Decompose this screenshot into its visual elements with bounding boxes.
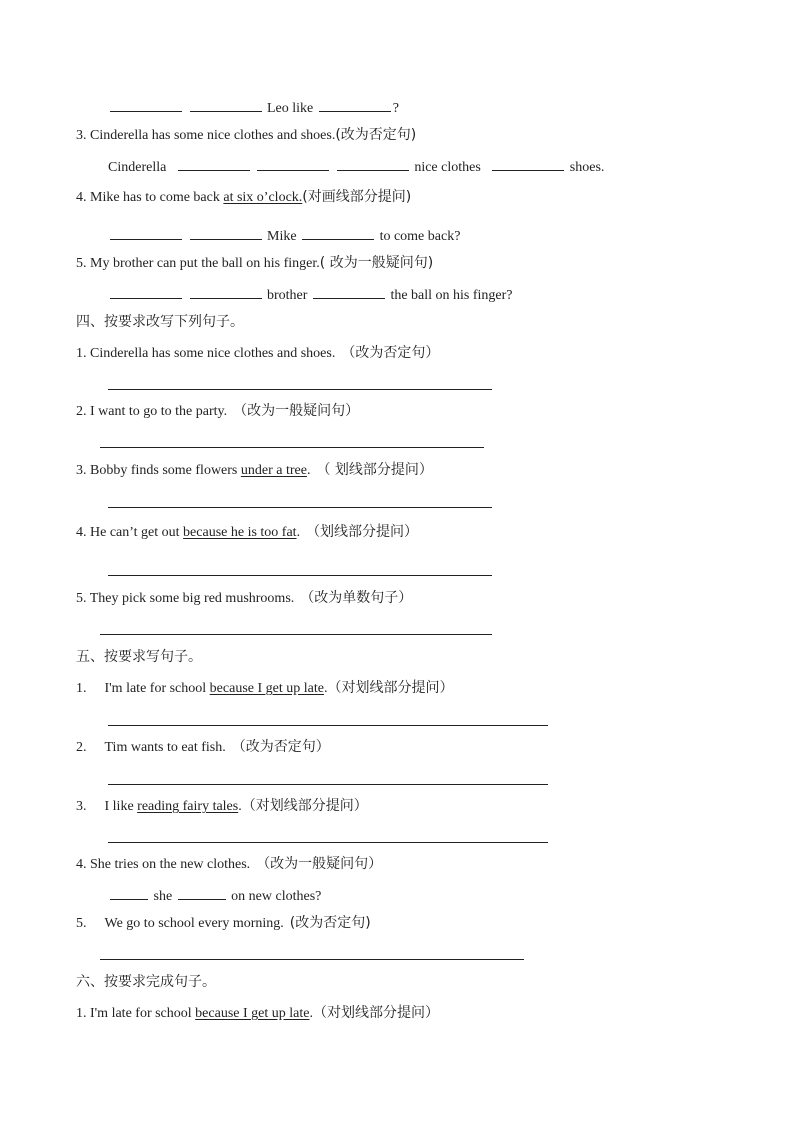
answer-blank[interactable] <box>110 284 182 299</box>
answer-blank[interactable] <box>110 885 148 900</box>
answer-text: Leo like <box>267 101 314 116</box>
underlined-phrase: under a tree <box>240 463 307 478</box>
answer-text: shoes. <box>569 160 605 175</box>
question-instruction: （ 划线部分提问） <box>316 462 433 478</box>
answer-blank[interactable] <box>110 97 182 112</box>
answer-blank[interactable] <box>178 156 250 171</box>
answer-line[interactable] <box>100 959 524 960</box>
question-5 <box>76 254 433 273</box>
section-4-title: 四、按要求改写下列句子。 <box>76 314 244 330</box>
answer-text: the ball on his finger? <box>390 288 513 303</box>
question-instruction: （对划线部分提问） <box>312 1005 439 1021</box>
question-text: 1. I'm late for school <box>76 1006 196 1021</box>
answer-blank[interactable] <box>319 97 391 112</box>
question-instruction: （对划线部分提问） <box>327 680 454 696</box>
punctuation: . <box>306 463 311 478</box>
question-instruction: （划线部分提问） <box>306 524 419 540</box>
sec4-item-4 <box>76 523 418 542</box>
question-text: 4. He can’t get out <box>76 525 184 540</box>
question-text: 3. Bobby finds some flowers <box>76 463 241 478</box>
question-number: 3. <box>76 799 87 814</box>
answer-text: Mike <box>267 229 297 244</box>
question-text: 4. Mike has to come back <box>76 190 224 205</box>
answer-line[interactable] <box>108 389 492 390</box>
question-instruction: (改为否定句) <box>289 915 371 931</box>
answer-line[interactable] <box>108 784 548 785</box>
question-number: 2. <box>76 740 87 755</box>
underlined-phrase: because he is too fat <box>183 525 297 540</box>
sec5-item-5 <box>76 914 371 933</box>
q4-answer-line <box>108 225 460 246</box>
question-4 <box>76 188 411 207</box>
question-instruction: （改为否定句） <box>231 739 330 755</box>
sec4-item-1 <box>76 344 439 363</box>
q3-answer-line <box>108 156 604 177</box>
question-text: 5. My brother can put the ball on his finger. <box>76 256 320 271</box>
answer-text: brother <box>267 288 308 303</box>
question-text: 5. They pick some big red mushrooms. <box>76 591 295 606</box>
answer-text: she <box>153 889 173 904</box>
q2-answer-line <box>108 97 399 118</box>
question-instruction: （改为一般疑问句） <box>256 856 383 872</box>
underlined-phrase: because I get up late <box>209 681 324 696</box>
q5-answer-line <box>108 284 513 305</box>
answer-text: on new clothes? <box>231 889 322 904</box>
sec6-item-1 <box>76 1004 439 1023</box>
question-instruction: （对划线部分提问） <box>241 798 368 814</box>
answer-line[interactable] <box>100 634 492 635</box>
question-text: We go to school every morning. <box>104 916 284 931</box>
answer-text: nice clothes <box>414 160 481 175</box>
underlined-phrase: because I get up late <box>195 1006 310 1021</box>
question-instruction: ( 改为一般疑问句) <box>319 255 434 271</box>
punctuation: . <box>309 1006 313 1021</box>
sec5-item-1 <box>76 679 453 698</box>
question-text: Tim wants to eat fish. <box>104 740 226 755</box>
punctuation: . <box>238 799 242 814</box>
sec4-item-5 <box>76 589 412 608</box>
answer-blank[interactable] <box>313 284 385 299</box>
sec4-item-3 <box>76 461 433 480</box>
answer-blank[interactable] <box>302 225 374 240</box>
question-instruction: (对画线部分提问) <box>302 189 412 205</box>
answer-line[interactable] <box>108 507 492 508</box>
question-text: 4. She tries on the new clothes. <box>76 857 251 872</box>
answer-blank[interactable] <box>257 156 329 171</box>
question-number: 5. <box>76 916 87 931</box>
answer-blank[interactable] <box>190 284 262 299</box>
answer-blank[interactable] <box>190 97 262 112</box>
sec5-item-3 <box>76 797 368 816</box>
answer-line[interactable] <box>100 447 484 448</box>
underlined-phrase: at six o’clock. <box>223 190 303 205</box>
question-instruction: （改为单数句子） <box>300 590 413 606</box>
answer-text: to come back? <box>379 229 461 244</box>
sec5-item-4-answer-line <box>108 885 321 906</box>
question-instruction: （改为一般疑问句） <box>233 403 360 419</box>
sec5-item-4 <box>76 855 382 874</box>
answer-line[interactable] <box>108 575 492 576</box>
answer-line[interactable] <box>108 725 548 726</box>
answer-blank[interactable] <box>492 156 564 171</box>
sec4-item-2 <box>76 402 359 421</box>
question-text: 1. Cinderella has some nice clothes and shoes. <box>76 346 336 361</box>
answer-blank[interactable] <box>190 225 262 240</box>
section-6-title: 六、按要求完成句子。 <box>76 974 216 990</box>
punctuation: . <box>296 525 301 540</box>
underlined-phrase: reading fairy tales <box>137 799 239 814</box>
question-instruction: （改为否定句） <box>341 345 440 361</box>
answer-line[interactable] <box>108 842 548 843</box>
answer-blank[interactable] <box>337 156 409 171</box>
answer-blank[interactable] <box>178 885 226 900</box>
answer-text: ? <box>392 101 399 116</box>
question-instruction: (改为否定句) <box>335 127 417 143</box>
question-text: I'm late for school <box>104 681 210 696</box>
sec5-item-2 <box>76 738 330 757</box>
question-3 <box>76 126 416 145</box>
section-5-title: 五、按要求写句子。 <box>76 649 202 665</box>
question-text: 2. I want to go to the party. <box>76 404 228 419</box>
answer-blank[interactable] <box>110 225 182 240</box>
question-text: I like <box>104 799 138 814</box>
answer-text: Cinderella <box>108 160 167 175</box>
question-text: 3. Cinderella has some nice clothes and shoes. <box>76 128 336 143</box>
question-number: 1. <box>76 681 87 696</box>
punctuation: . <box>323 681 328 696</box>
